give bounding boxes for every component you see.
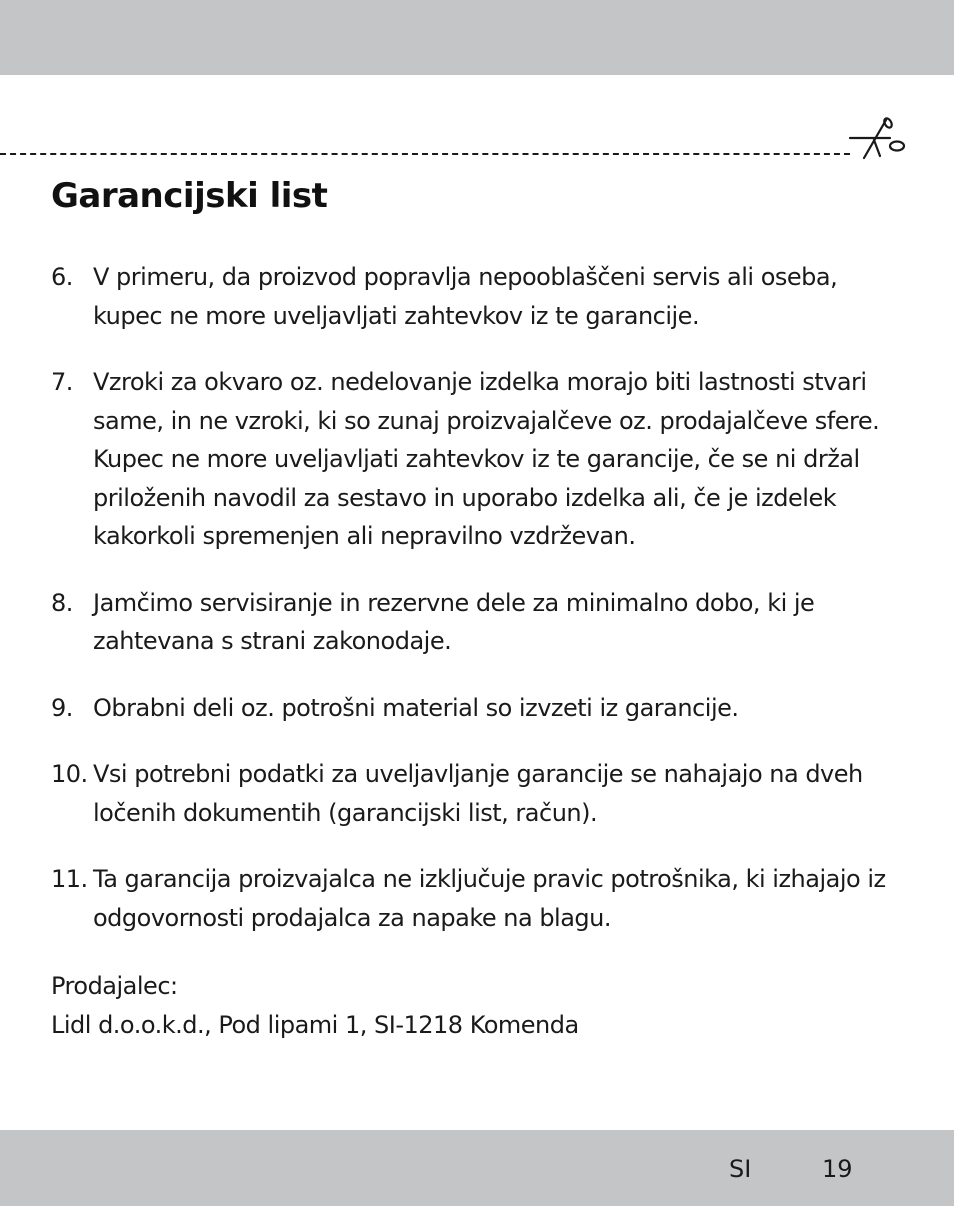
- item-text: Jamčimo servisiranje in rezervne dele za minimalno dobo, ki je zahtevana s strani zakonodaje.: [93, 588, 815, 655]
- list-item: [51, 584, 911, 661]
- list-item: [51, 258, 911, 335]
- list-item: [51, 363, 911, 556]
- item-number: 10.: [51, 760, 88, 788]
- item-number: 9.: [51, 693, 73, 722]
- item-text: Obrabni deli oz. potrošni material so izvzeti iz garancije.: [93, 693, 739, 722]
- top-bar: [0, 0, 954, 75]
- item-text: Vzroki za okvaro oz. nedelovanje izdelka morajo biti lastnosti stvari same, in ne vzroki, ki so zunaj proizvajalčeve oz. prodajalčeve sfere. Kupec ne more uveljavljati zahtevkov iz te garancije, če se ni držal priloženih navodil za sestavo in uporabo izdelka ali, če je izdelek kakorkoli spremenjen ali nepravilno vzdrževan.: [93, 368, 880, 550]
- list-item: [51, 860, 911, 937]
- seller-block: [51, 967, 911, 1044]
- list-item: [51, 689, 911, 728]
- seller-label: Prodajalec:: [51, 972, 178, 1000]
- item-number: 8.: [51, 588, 73, 617]
- list-item: [51, 755, 911, 832]
- item-number: 7.: [51, 368, 73, 396]
- bottom-bar: [0, 1130, 954, 1206]
- item-text: Ta garancija proizvajalca ne izključuje pravic potrošnika, ki izhajajo iz odgovornosti prodajalca za napake na blagu.: [93, 865, 886, 932]
- page-number: 19: [822, 1155, 853, 1183]
- cut-line: [0, 153, 850, 155]
- item-text: Vsi potrebni podatki za uveljavljanje garancije se nahajajo na dveh ločenih dokumentih (garancijski list, račun).: [93, 760, 863, 827]
- scissors-icon: [846, 116, 908, 160]
- seller-address: Lidl d.o.o.k.d., Pod lipami 1, SI-1218 Komenda: [51, 1010, 579, 1039]
- item-text: V primeru, da proizvod popravlja nepooblaščeni servis ali oseba, kupec ne more uveljavljati zahtevkov iz te garancije.: [93, 263, 838, 330]
- warranty-terms: [51, 258, 911, 1044]
- item-number: 11.: [51, 865, 88, 893]
- language-code: SI: [729, 1155, 752, 1183]
- page-title: Garancijski list: [51, 176, 328, 216]
- item-number: 6.: [51, 263, 73, 291]
